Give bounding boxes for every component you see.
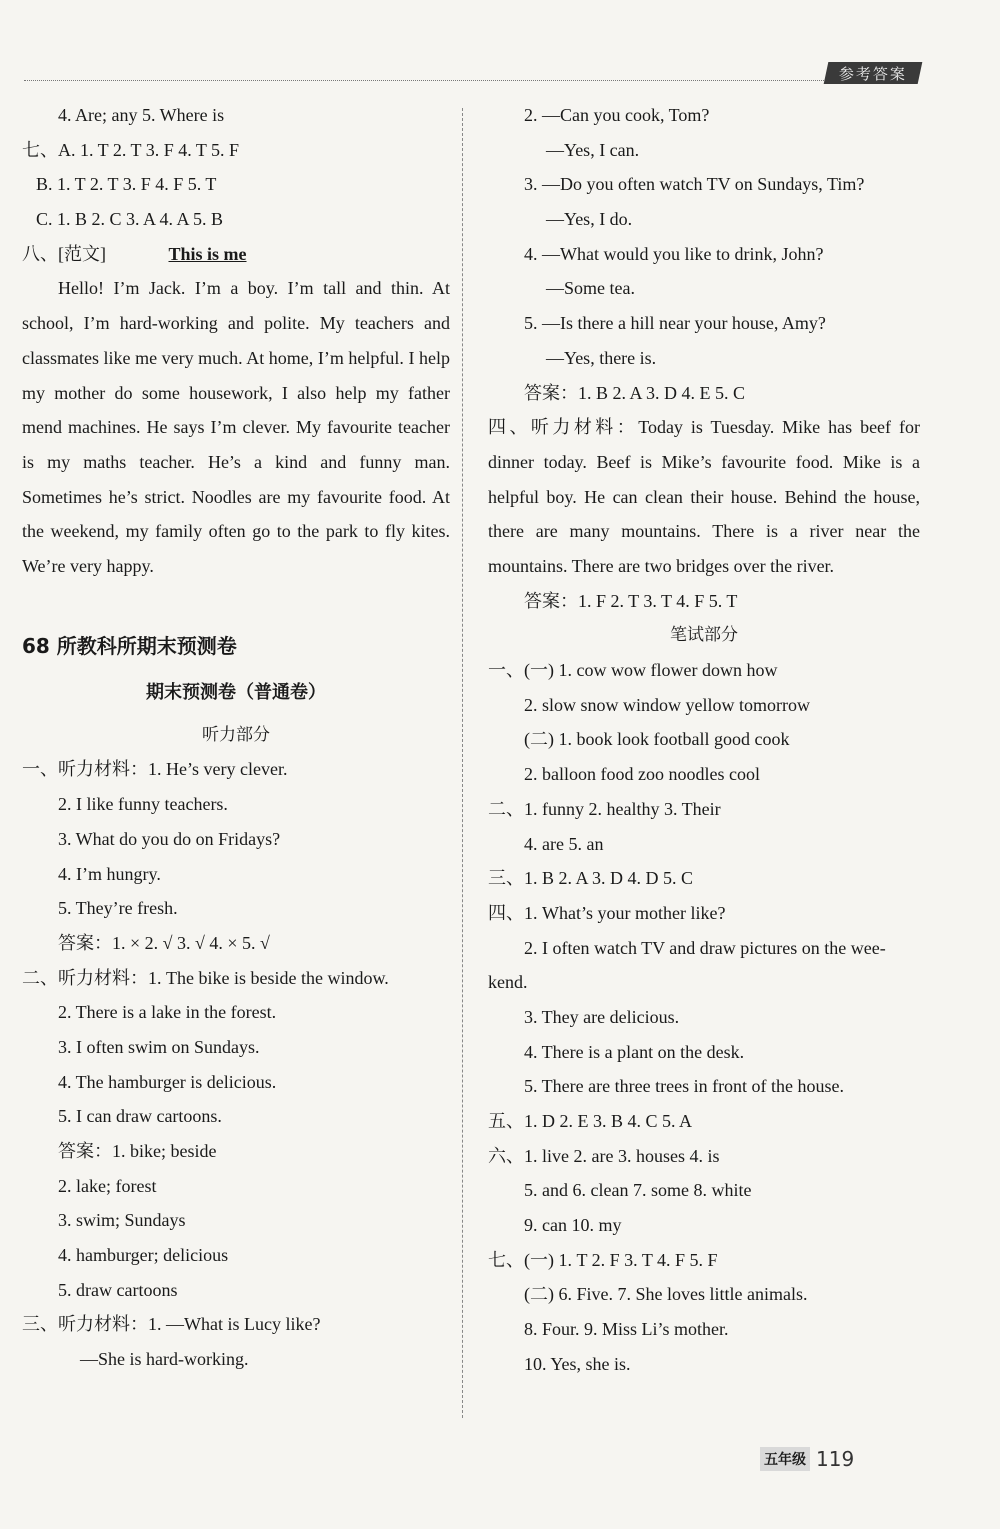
column-divider (462, 108, 463, 1418)
answer-key-tag: 参考答案 (824, 62, 923, 84)
text-line: 5. They’re fresh. (58, 898, 178, 919)
text-line: 5. There are three trees in front of the house. (524, 1076, 845, 1097)
text-line: 七、A. 1. T 2. T 3. F 4. T 5. F (22, 139, 240, 160)
text-line: 2. I like funny teachers. (58, 794, 228, 815)
text-line: 三、1. B 2. A 3. D 4. D 5. C (488, 868, 694, 889)
text-line: 答案：1. bike; beside (58, 1141, 217, 1162)
left-column (22, 98, 450, 1377)
essay-body: Hello! I’m Jack. I’m a boy. I’m tall and thin. At school, I’m hard-working and polite. My teachers and classmates like me very much. At home, I’m helpful. I help my mother do some housework, I also help my father mend machines. He says I’m clever. My favourite teacher is my maths teacher. He’s a kind and funny man. Sometimes he’s strict. Noodles are my favourite food. At the weekend, my family often go to the park to fly kites. We’re very happy. (22, 278, 450, 577)
text-line: 2. balloon food zoo noodles cool (524, 764, 760, 785)
text-line: C. 1. B 2. C 3. A 4. A 5. B (36, 209, 224, 230)
text-line: 六、1. live 2. are 3. houses 4. is (488, 1145, 720, 1166)
section-title: 68 所教科所期末预测卷 (22, 633, 237, 658)
text-line: 4. are 5. an (524, 833, 604, 854)
text-line: 3. swim; Sundays (58, 1210, 186, 1231)
text-line: 9. can 10. my (524, 1215, 622, 1236)
text-line: 5. and 6. clean 7. some 8. white (524, 1180, 752, 1201)
text-line: 二、听力材料：1. The bike is beside the window. (22, 967, 389, 988)
text-line: (二) 6. Five. 7. She loves little animals. (524, 1284, 808, 1305)
text-line: —Yes, I do. (546, 209, 633, 230)
text-line: 8. Four. 9. Miss Li’s mother. (524, 1319, 729, 1340)
text-line: 4. I’m hungry. (58, 863, 161, 884)
text-line: 4. —What would you like to drink, John? (524, 243, 824, 264)
text-line: 三、听力材料：1. —What is Lucy like? (22, 1314, 321, 1335)
header-rule (24, 80, 824, 81)
listening-passage: 四、听力材料：Today is Tuesday. Mike has beef for dinner today. Beef is Mike’s favourite food. Mike is a helpful boy. He can clean their house. Behind the house, there are many mountains. There is a river near the mountains. There are two bridges over the river. (488, 417, 920, 576)
text-line: kend. (488, 972, 528, 993)
text-line: 答案：1. F 2. T 3. T 4. F 5. T (524, 590, 738, 611)
page-number: 119 (816, 1447, 855, 1471)
text-line: B. 1. T 2. T 3. F 4. F 5. T (36, 174, 217, 195)
text-line: 七、(一) 1. T 2. F 3. T 4. F 5. F (488, 1249, 718, 1270)
text-line: 五、1. D 2. E 3. B 4. C 5. A (488, 1111, 693, 1132)
exam-title: 期末预测卷（普通卷） (146, 681, 326, 703)
grade-label: 五年级 (760, 1447, 810, 1471)
text-line: 一、(一) 1. cow wow flower down how (488, 660, 778, 681)
text-line: 10. Yes, she is. (524, 1353, 631, 1374)
text-line: 2. —Can you cook, Tom? (524, 105, 710, 125)
text-line: 5. I can draw cartoons. (58, 1106, 222, 1127)
page-footer (760, 1446, 854, 1472)
text-line: (二) 1. book look football good cook (524, 729, 790, 750)
essay-heading (22, 237, 450, 272)
right-column (488, 98, 920, 1382)
essay-title: This is me (168, 243, 247, 264)
text-line: —Some tea. (546, 278, 635, 299)
text-line: 5. —Is there a hill near your house, Amy? (524, 313, 826, 334)
text-line: 4. hamburger; delicious (58, 1245, 229, 1266)
text-line: 4. The hamburger is delicious. (58, 1071, 277, 1092)
text-line: 一、听力材料：1. He’s very clever. (22, 759, 288, 780)
text-line: 5. draw cartoons (58, 1279, 178, 1300)
text-line: 3. What do you do on Fridays? (58, 828, 281, 849)
text-line: 二、1. funny 2. healthy 3. Their (488, 798, 721, 819)
essay-label: 八、[范文] (22, 243, 106, 264)
listening-title: 听力部分 (202, 724, 270, 745)
text-line: —Yes, there is. (546, 347, 657, 368)
text-line: 2. There is a lake in the forest. (58, 1002, 277, 1023)
text-line: 四、1. What’s your mother like? (488, 902, 726, 923)
text-line: 2. lake; forest (58, 1175, 157, 1196)
text-line: 3. They are delicious. (524, 1006, 680, 1027)
written-title: 笔试部分 (670, 625, 738, 646)
text-line: 3. —Do you often watch TV on Sundays, Tim? (524, 174, 865, 195)
text-line: 2. I often watch TV and draw pictures on the wee- (524, 937, 886, 958)
text-line: 4. Are; any 5. Where is (58, 105, 225, 125)
text-line: 4. There is a plant on the desk. (524, 1041, 745, 1062)
text-line: 答案：1. × 2. √ 3. √ 4. × 5. √ (58, 932, 270, 953)
text-line: 3. I often swim on Sundays. (58, 1036, 260, 1057)
text-line: —Yes, I can. (546, 139, 640, 160)
text-line: 答案：1. B 2. A 3. D 4. E 5. C (524, 382, 746, 403)
text-line: —She is hard-working. (80, 1349, 249, 1370)
text-line: 2. slow snow window yellow tomorrow (524, 694, 810, 715)
